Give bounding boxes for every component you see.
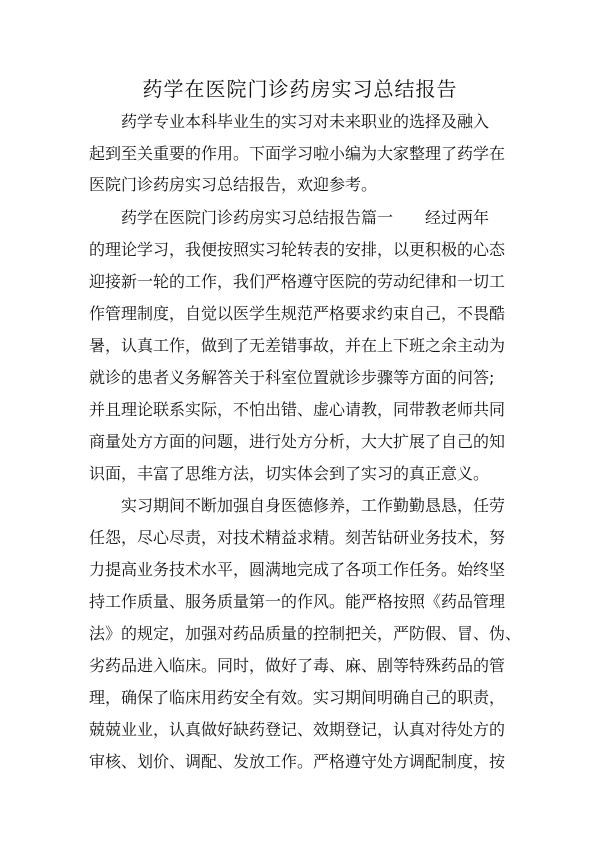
paragraph-2-line-9: 识面，丰富了思维方法，切实体会到了实习的真正意义。 xyxy=(89,464,490,483)
paragraph-3-line-8: 兢兢业业，认真做好缺药登记、效期登记，认真对待处方的 xyxy=(89,720,506,739)
paragraph-2-line-8: 商量处方方面的问题，进行处方分析，大大扩展了自己的知 xyxy=(89,432,506,451)
paragraph-3-line-2: 任怨，尽心尽责，对技术精益求精。刻苦钻研业务技术，努 xyxy=(89,528,506,547)
document-title: 药学在医院门诊药房实习总结报告 xyxy=(142,77,458,101)
paragraph-2-line-4: 作管理制度，自觉以医学生规范严格要求约束自己，不畏酷 xyxy=(89,304,506,323)
paragraph-1-line-2: 起到至关重要的作用。下面学习啦小编为大家整理了药学在 xyxy=(89,144,506,163)
paragraph-2-line-7: 并且理论联系实际，不怕出错、虚心请教，同带教老师共同 xyxy=(89,400,506,419)
paragraph-3-line-4: 持工作质量、服务质量第一的作风。能严格按照《药品管理 xyxy=(89,592,506,611)
paragraph-3-line-6: 劣药品进入临床。同时，做好了毒、麻、剧等特殊药品的管 xyxy=(89,656,506,675)
paragraph-2-line-2: 的理论学习，我便按照实习轮转表的安排，以更积极的心态 xyxy=(89,240,506,259)
paragraph-1-line-3: 医院门诊药房实习总结报告，欢迎参考。 xyxy=(89,175,378,194)
paragraph-2-line-5: 暑，认真工作，做到了无差错事故，并在上下班之余主动为 xyxy=(89,336,506,355)
paragraph-3-line-9: 审核、划价、调配、发放工作。严格遵守处方调配制度，按 xyxy=(89,752,506,771)
paragraph-3-line-3: 力提高业务技术水平，圆满地完成了各项工作任务。始终坚 xyxy=(89,560,506,579)
paragraph-1-line-1: 药学专业本科毕业生的实习对未来职业的选择及融入 xyxy=(121,112,490,131)
paragraph-3-line-1: 实习期间不断加强自身医德修养，工作勤勤恳恳，任劳 xyxy=(121,496,506,515)
paragraph-2-line-6: 就诊的患者义务解答关于科室位置就诊步骤等方面的问答; xyxy=(89,368,495,387)
paragraph-2-line-3: 迎接新一轮的工作，我们严格遵守医院的劳动纪律和一切工 xyxy=(89,272,506,291)
paragraph-3-line-5: 法》的规定，加强对药品质量的控制把关，严防假、冒、伪、 xyxy=(89,624,522,643)
paragraph-3-line-7: 理，确保了临床用药安全有效。实习期间明确自己的职责， xyxy=(89,688,506,707)
paragraph-2-line-1: 药学在医院门诊药房实习总结报告篇一 经过两年 xyxy=(121,208,490,227)
